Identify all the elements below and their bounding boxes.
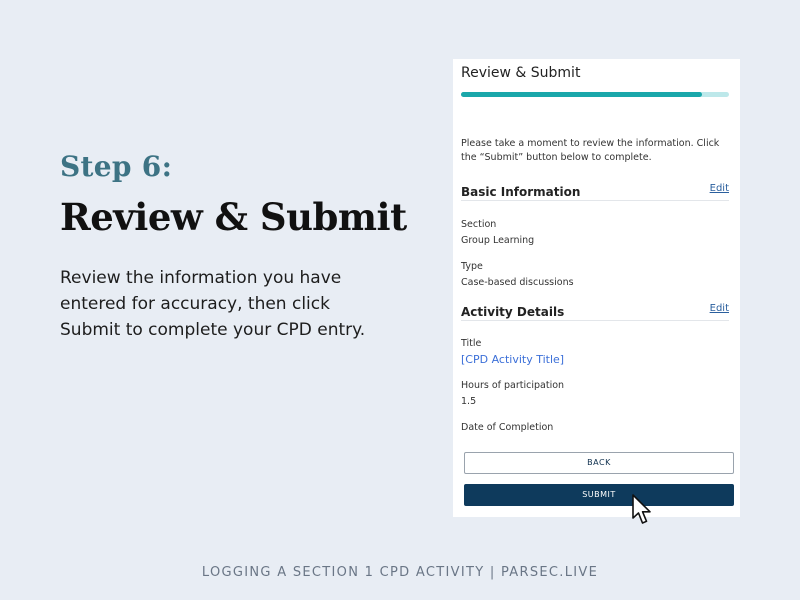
basic-info-header (461, 181, 729, 201)
title-label: Title (461, 338, 482, 349)
mouse-pointer-icon (631, 494, 653, 526)
date-label: Date of Completion (461, 422, 554, 433)
edit-activity-details-link[interactable]: Edit (709, 303, 729, 314)
activity-details-heading: Activity Details (461, 305, 565, 319)
basic-info-heading: Basic Information (461, 185, 581, 199)
progress-fill (461, 92, 702, 97)
back-button[interactable]: BACK (464, 452, 734, 474)
edit-basic-info-link[interactable]: Edit (709, 183, 729, 194)
activity-details-header (461, 301, 729, 321)
title-value: [CPD Activity Title] (461, 353, 565, 366)
panel-title: Review & Submit (461, 65, 581, 81)
review-panel (453, 59, 740, 517)
submit-button[interactable]: SUBMIT (464, 484, 734, 506)
slide-title: Review & Submit (60, 195, 407, 239)
hours-value: 1.5 (461, 396, 477, 407)
progress-bar (461, 92, 729, 97)
type-value: Case-based discussions (461, 277, 574, 288)
step-label: Step 6: (60, 150, 173, 183)
slide-description: Review the information you have entered for accuracy, then click Submit to complete your CPD entry. (60, 268, 366, 340)
section-value: Group Learning (461, 235, 535, 246)
slide-text (60, 150, 407, 343)
intro-text: Please take a moment to review the information. Click the “Submit” button below to complete. (461, 138, 720, 163)
section-label: Section (461, 219, 497, 230)
footer-text: LOGGING A SECTION 1 CPD ACTIVITY | PARSEC.LIVE (201, 565, 599, 580)
hours-label: Hours of participation (461, 380, 565, 391)
type-label: Type (461, 261, 483, 272)
